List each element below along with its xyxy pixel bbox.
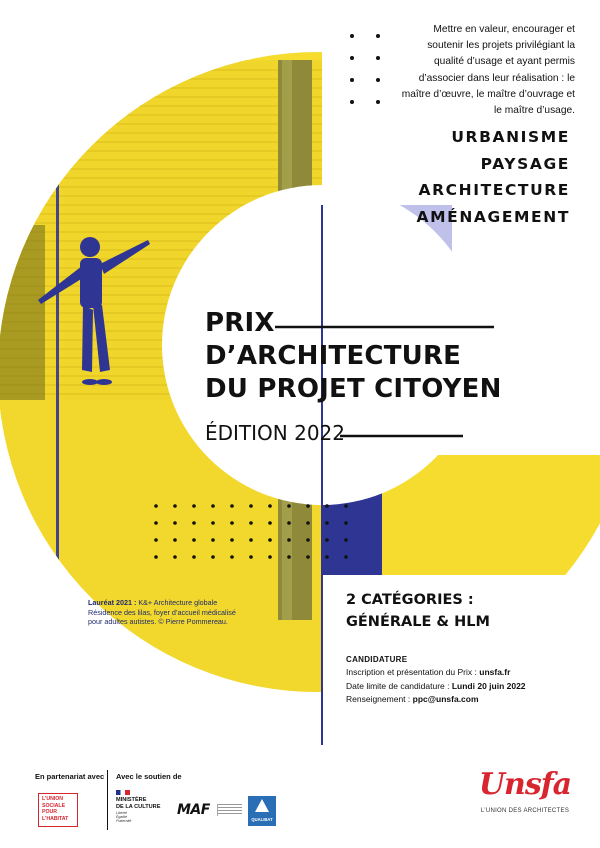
candidature-block — [346, 653, 526, 707]
decor-dot — [306, 504, 310, 508]
flag-icon — [116, 790, 130, 795]
candidature-line-contact: Renseignement : ppc@unsfa.com — [346, 694, 479, 705]
deadline-date: Lundi 20 juin 2022 — [451, 680, 526, 691]
decor-dot — [173, 504, 177, 508]
decor-dot — [376, 34, 380, 38]
qualibat-triangle-icon — [255, 799, 269, 812]
decor-dot — [376, 56, 380, 60]
partnership-label: En partenariat avec — [35, 772, 105, 781]
discipline-amenagement: AMÉNAGEMENT — [416, 207, 570, 226]
edition-label: ÉDITION 2022 — [205, 421, 346, 445]
title-line-2: D’ARCHITECTURE — [205, 341, 462, 371]
decor-dot — [344, 504, 348, 508]
decor-dot — [350, 100, 354, 104]
decor-dot — [249, 538, 253, 542]
decor-dot — [268, 555, 272, 559]
title-line-3: DU PROJET CITOYEN — [205, 374, 502, 404]
partner-divider — [107, 770, 108, 830]
decor-dot — [230, 521, 234, 525]
decor-dot — [249, 555, 253, 559]
decor-dot — [249, 521, 253, 525]
maf-logo: MAF — [177, 801, 245, 821]
support-label: Avec le soutien de — [116, 772, 182, 781]
award-categories — [346, 589, 490, 633]
decor-dot — [287, 504, 291, 508]
website-link[interactable]: unsfa.fr — [479, 667, 511, 678]
decor-dot — [287, 538, 291, 542]
decor-dot — [306, 555, 310, 559]
decor-dot — [287, 555, 291, 559]
decor-dot — [268, 504, 272, 508]
decor-dot — [306, 538, 310, 542]
ministere-culture-logo: MINISTÈRE DE LA CULTURE Liberté Égalité Fraternité — [116, 790, 176, 832]
candidature-line-website: Inscription et présentation du Prix : unsfa.fr — [346, 667, 511, 678]
decor-dot — [154, 555, 158, 559]
disciplines-list — [417, 124, 570, 230]
decor-dot — [192, 521, 196, 525]
discipline-paysage: PAYSAGE — [480, 154, 570, 173]
decor-dot — [192, 555, 196, 559]
contact-email[interactable]: ppc@unsfa.com — [412, 694, 479, 705]
award-categories-line2: GÉNÉRALE & HLM — [346, 614, 490, 630]
candidature-line-deadline: Date limite de candidature : Lundi 20 juin 2022 — [346, 680, 526, 691]
qualibat-logo: QUALIBAT — [248, 796, 276, 826]
intro-text: Mettre en valeur, encourager et soutenir les projets privilégiant la qualité d’usage et ayant permis d’associer dans leur réalisation : le maître d’œuvre, le maître d’ouvrage et le maître d’usage. — [401, 24, 575, 117]
decor-dot — [287, 521, 291, 525]
decor-dot — [230, 538, 234, 542]
decor-dot — [325, 521, 329, 525]
decor-dot — [344, 538, 348, 542]
decor-dot — [325, 538, 329, 542]
decor-dot — [268, 521, 272, 525]
decor-dot — [376, 100, 380, 104]
decor-dot — [173, 538, 177, 542]
unsfa-logo: Unsfa — [478, 767, 572, 802]
decor-dot — [211, 538, 215, 542]
caption-line2: Résidence des lilas, foyer d’accueil médicalisé — [88, 607, 236, 617]
unsfa-brand — [470, 768, 580, 814]
discipline-urbanisme: URBANISME — [451, 128, 570, 146]
decor-dot — [249, 504, 253, 508]
decor-dot — [173, 555, 177, 559]
decor-dot — [230, 555, 234, 559]
decor-dot — [350, 78, 354, 82]
decor-dot — [350, 34, 354, 38]
award-categories-line1: 2 CATÉGORIES : — [346, 592, 474, 608]
ush-logo: L’UNION SOCIALE POUR L’HABITAT — [38, 793, 78, 827]
decor-dot — [325, 504, 329, 508]
decor-dot — [344, 521, 348, 525]
photo-caption — [88, 598, 283, 627]
decor-dot — [211, 555, 215, 559]
decor-dot — [376, 78, 380, 82]
decor-dot — [211, 504, 215, 508]
decor-dot — [173, 521, 177, 525]
discipline-architecture: ARCHITECTURE — [418, 181, 570, 199]
decor-dot — [306, 521, 310, 525]
caption-label: Lauréat 2021 : — [88, 598, 137, 607]
decor-dot — [268, 538, 272, 542]
decor-dot — [211, 521, 215, 525]
decor-dot — [154, 521, 158, 525]
decor-dot — [230, 504, 234, 508]
candidature-heading: CANDIDATURE — [346, 655, 408, 664]
unsfa-tagline: L’UNION DES ARCHITECTES — [480, 808, 570, 814]
caption-line3: pour adultes autistes. © Pierre Pommereau. — [88, 617, 228, 627]
decor-dot — [325, 555, 329, 559]
caption-text: K&+ Architecture globale — [136, 598, 218, 607]
prize-title — [205, 307, 502, 406]
decor-dot — [344, 555, 348, 559]
decor-dot — [154, 504, 158, 508]
decor-dot — [192, 538, 196, 542]
decor-dot — [350, 56, 354, 60]
decor-dot — [154, 538, 158, 542]
title-line-1: PRIX — [205, 308, 275, 338]
decor-dot — [192, 504, 196, 508]
